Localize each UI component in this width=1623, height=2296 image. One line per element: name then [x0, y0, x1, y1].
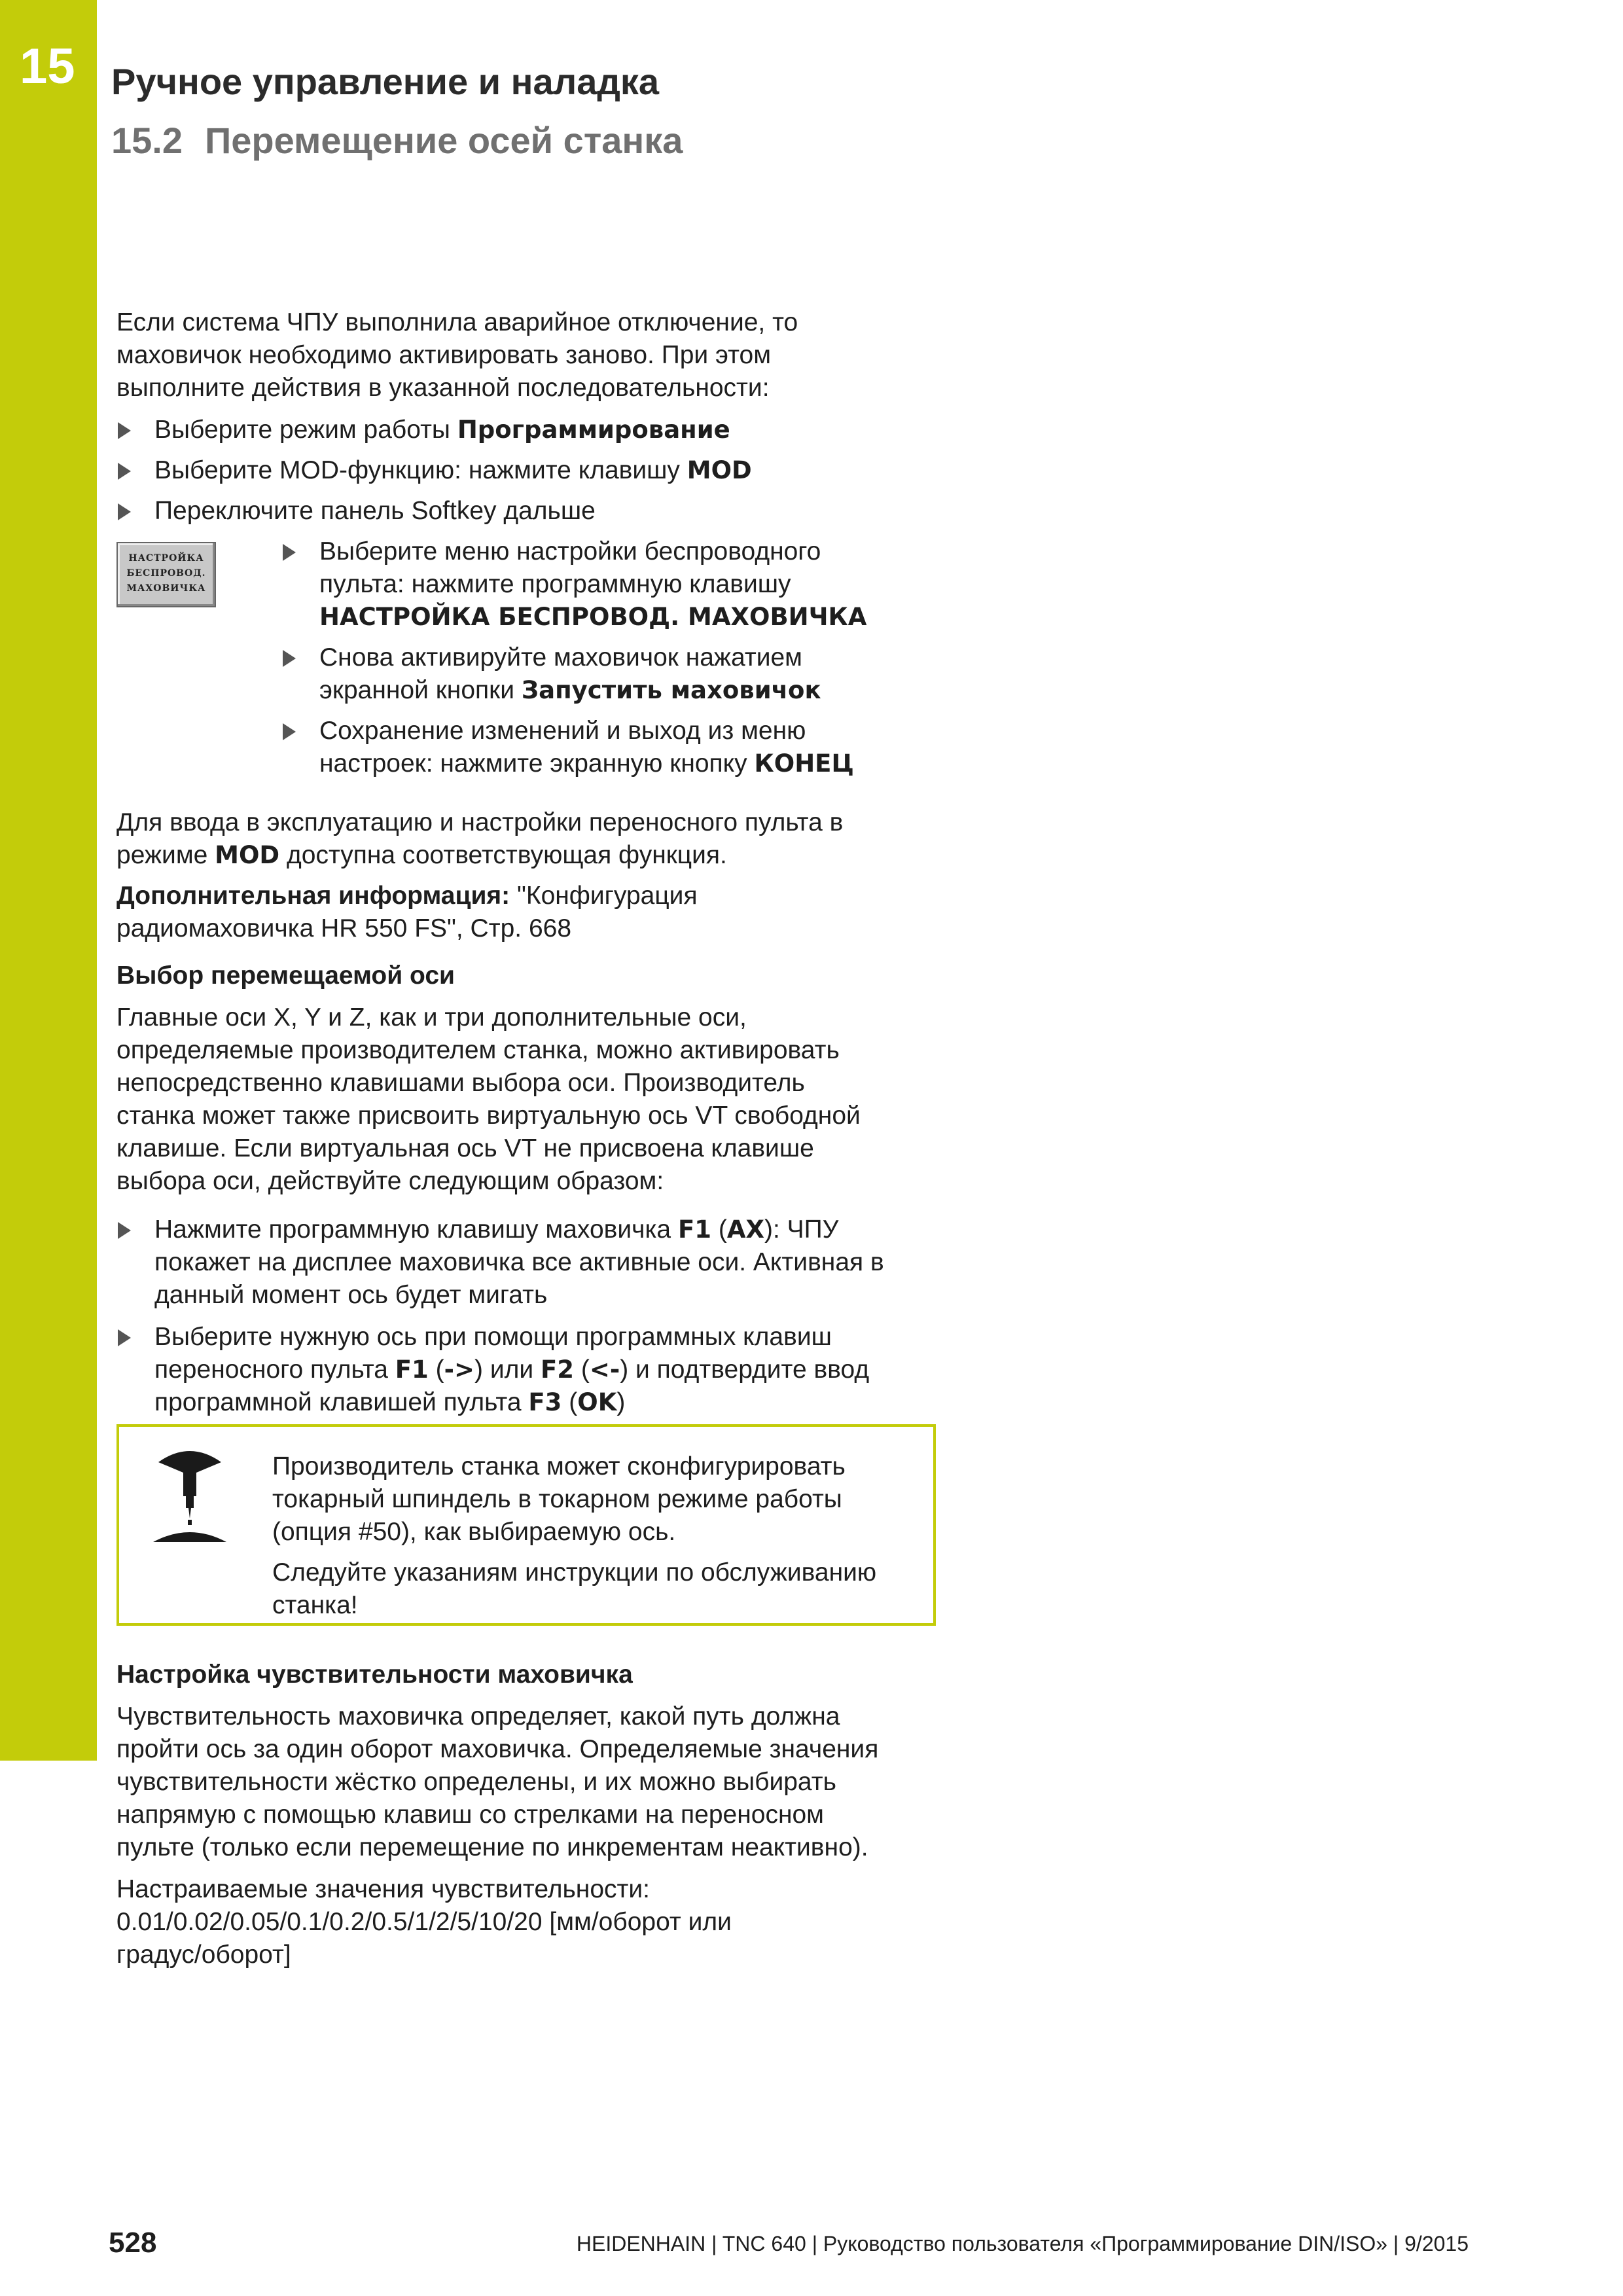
substep-b: Снова активируйте маховичок нажатием экранной кнопки Запустить маховичок — [319, 643, 821, 704]
softkey-label: НАСТРОЙКА — [128, 553, 204, 564]
intro-line: выполните действия в указанной последовательности: — [116, 374, 770, 402]
softkey-label: БЕСПРОВОД. — [126, 568, 206, 579]
cross-reference-link[interactable]: радиомаховичка HR 550 FS", Стр. 668 — [116, 914, 572, 942]
sensitivity-heading: Настройка чувствительности маховичка — [116, 1660, 633, 1689]
step-1: Выберите режим работы Программирование — [154, 416, 730, 444]
mod-key-label: MOD — [687, 456, 752, 484]
axis-step-2: Выберите нужную ось при помощи программных клавиш переносного пульта F1 (->) или F2 (<-) и подтвердите ввод программной клавишей пульта F3 (OK) — [154, 1323, 870, 1416]
softkey-wireless-handwheel-setup — [116, 542, 216, 607]
intro-line: маховичок необходимо активировать заново. При этом — [116, 341, 772, 369]
machine-tool-builder-icon — [151, 1444, 229, 1554]
sensitivity-values: Настраиваемые значения чувствительности: 0.01/0.02/0.05/0.1/0.2/0.5/1/2/5/10/20 [мм/оборот или градус/оборот] — [116, 1875, 732, 1969]
footer-text: HEIDENHAIN | TNC 640 | Руководство пользователя «Программирование DIN/ISO» | 9/2015 — [576, 2232, 1469, 2255]
bullet-arrow-icon — [118, 503, 131, 520]
softkey-name: НАСТРОЙКА БЕСПРОВОД. МАХОВИЧКА — [319, 603, 867, 631]
step-3: Переключите панель Softkey дальше — [154, 497, 596, 525]
axis-select-heading: Выбор перемещаемой оси — [116, 961, 455, 990]
end-button-label: КОНЕЦ — [754, 749, 854, 778]
substep-a: Выберите меню настройки беспроводного пульта: нажмите программную клавишу НАСТРОЙКА БЕСПРОВОД. МАХОВИЧКА — [319, 535, 866, 634]
softkey-label: МАХОВИЧКА — [126, 583, 206, 594]
bullet-arrow-icon — [283, 650, 296, 667]
section-title — [111, 119, 683, 162]
section-number: 15.2 — [111, 120, 183, 161]
bullet-arrow-icon — [118, 463, 131, 480]
bullet-arrow-icon — [283, 723, 296, 740]
chapter-side-bar — [0, 0, 97, 1761]
more-info-paragraph: Дополнительная информация: "Конфигурация радиомаховичка HR 550 FS", Стр. 668 — [116, 880, 698, 945]
mode-programming-label: Программирование — [457, 416, 730, 444]
page-number: 528 — [109, 2227, 157, 2259]
substep-c: Сохранение изменений и выход из меню настроек: нажмите экранную кнопку КОНЕЦ — [319, 717, 854, 778]
section-title-text: Перемещение осей станка — [205, 120, 683, 161]
step-2: Выберите MOD-функцию: нажмите клавишу MOD — [154, 456, 752, 484]
bullet-arrow-icon — [118, 1222, 131, 1239]
intro-paragraph — [116, 306, 798, 404]
note-text: Производитель станка может сконфигурировать токарный шпиндель в токарном режиме работы (опция #50), как выбираемую ось. Следуйте указаниям инструкции по обслуживанию станка! — [272, 1452, 877, 1619]
intro-line: Если система ЧПУ выполнила аварийное отключение, то — [116, 308, 798, 336]
more-info-label: Дополнительная информация: — [116, 882, 510, 910]
bullet-arrow-icon — [283, 544, 296, 561]
start-handwheel-button-label: Запустить маховичок — [521, 676, 821, 704]
bullet-arrow-icon — [118, 422, 131, 439]
axis-step-1: Нажмите программную клавишу маховичка F1 (AX): ЧПУ покажет на дисплее маховичка все активные оси. Активная в данный момент ось будет мигать — [154, 1215, 884, 1309]
axis-select-paragraph: Главные оси X, Y и Z, как и три дополнительные оси, определяемые производителем станка, можно активировать непосредственно клавишами выбора оси. Производитель станка может также присвоить виртуальную ось VT свободной клавише. Если виртуальная ось VT не присвоена клавише выбора оси, действуйте следующим образом: — [116, 1003, 861, 1195]
sensitivity-paragraph: Чувствительность маховичка определяет, какой путь должна пройти ось за один оборот маховичка. Определяемые значения чувствительности жёстко определены, и их можно выбирать напрямую с помощью клавиш со стрелками на переносном пульте (только если перемещение по инкрементам неактивно). — [116, 1702, 879, 1861]
chapter-number: 15 — [20, 39, 75, 94]
chapter-title: Ручное управление и наладка — [111, 61, 660, 102]
bullet-arrow-icon — [118, 1329, 131, 1346]
mod-paragraph: Для ввода в эксплуатацию и настройки переносного пульта в режиме MOD доступна соответствующая функция. — [116, 808, 844, 869]
